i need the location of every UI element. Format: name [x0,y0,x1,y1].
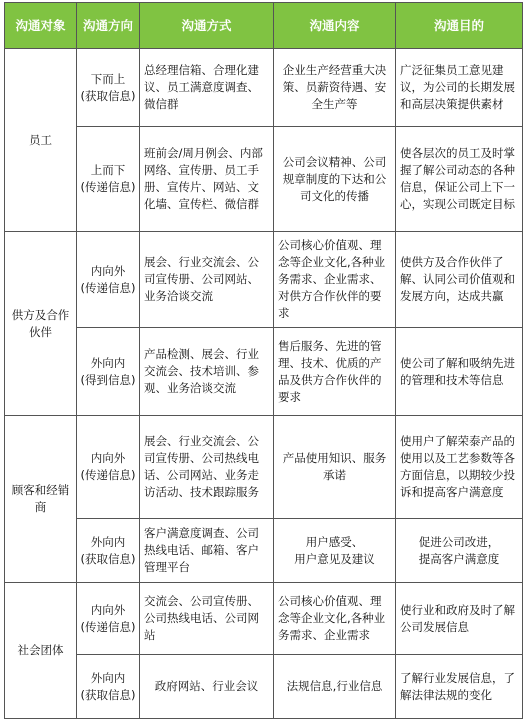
method-cell: 交流会、公司宣传册、公司热线电话、公司网站 [140,583,274,655]
method-cell: 展会、行业交流会、公司宣传册、公司网站、业务洽谈交流 [140,232,274,328]
table-row [5,583,523,655]
content-cell: 公司会议精神、公司规章制度的下达和公司文化的传播 [274,127,396,232]
header-row [5,3,523,49]
content-cell: 售后服务、先进的管理、技术、优质的产品及供方合作伙伴的要求 [274,328,396,416]
table-row [5,655,523,719]
method-cell: 展会、行业交流会、公司宣传册、公司热线电话、公司网站、业务走访活动、技术跟踪服务 [140,416,274,519]
header-content: 沟通内容 [274,3,396,49]
content-cell: 公司核心价值观、理念等企业文化,各种业务需求、企业需求 [274,583,396,655]
direction-cell: 外向内 (获取信息) [77,519,140,583]
purpose-cell: 了解行业发展信息，了解法律法规的变化 [396,655,523,719]
method-cell: 产品检测、展会、行业交流会、技术培训、参观、业务洽谈交流 [140,328,274,416]
header-direction: 沟通方向 [77,3,140,49]
purpose-cell: 使用户了解荣泰产品的使用以及工艺参数等各方面信息，以期较少投诉和提高客户满意度 [396,416,523,519]
purpose-cell: 使公司了解和吸纳先进的管理和技术等信息 [396,328,523,416]
direction-cell: 内向外 (传递信息) [77,232,140,328]
method-cell: 政府网站、行业会议 [140,655,274,719]
direction-cell: 下而上 (获取信息) [77,49,140,127]
content-cell: 用户感受、 用户意见及建议 [274,519,396,583]
table-row [5,232,523,328]
purpose-cell: 使行业和政府及时了解公司发展信息 [396,583,523,655]
header-purpose: 沟通目的 [396,3,523,49]
direction-cell: 内向外 (传递信息) [77,583,140,655]
content-cell: 公司核心价值观、理念等企业文化,各种业务需求、企业需求、对供方合作伙伴的要求 [274,232,396,328]
table-row [5,49,523,127]
header-subject: 沟通对象 [5,3,77,49]
subject-cell: 供方及合作伙伴 [5,232,77,416]
table-row [5,127,523,232]
direction-cell: 外向内 (得到信息) [77,328,140,416]
table-row [5,328,523,416]
purpose-cell: 使供方及合作伙伴了解、认同公司价值观和发展方向，达成共赢 [396,232,523,328]
content-cell: 法规信息,行业信息 [274,655,396,719]
header-method: 沟通方式 [140,3,274,49]
purpose-cell: 使各层次的员工及时掌握了解公司动态的各种信息，保证公司上下一心，实现公司既定目标 [396,127,523,232]
subject-cell: 顾客和经销商 [5,416,77,583]
content-cell: 产品使用知识、服务承诺 [274,416,396,519]
subject-cell: 社会团体 [5,583,77,719]
direction-cell: 上而下 (传递信息) [77,127,140,232]
method-cell: 班前会/周月例会、内部网络、宣传册、员工手册、宣传片、网站、文化墙、宣传栏、微信群 [140,127,274,232]
method-cell: 总经理信箱、合理化建议、员工满意度调查、微信群 [140,49,274,127]
table-row [5,416,523,519]
method-cell: 客户满意度调查、公司热线电话、邮箱、客户管理平台 [140,519,274,583]
purpose-cell: 促进公司改进， 提高客户满意度 [396,519,523,583]
subject-cell: 员工 [5,49,77,232]
purpose-cell: 广泛征集员工意见建议，为公司的长期发展和高层决策提供素材 [396,49,523,127]
communication-table-container [4,2,523,719]
direction-cell: 外向内 (获取信息) [77,655,140,719]
communication-table [4,2,523,719]
content-cell: 企业生产经营重大决策、员薪资待遇、安全生产等 [274,49,396,127]
direction-cell: 内向外 (传递信息) [77,416,140,519]
table-row [5,519,523,583]
